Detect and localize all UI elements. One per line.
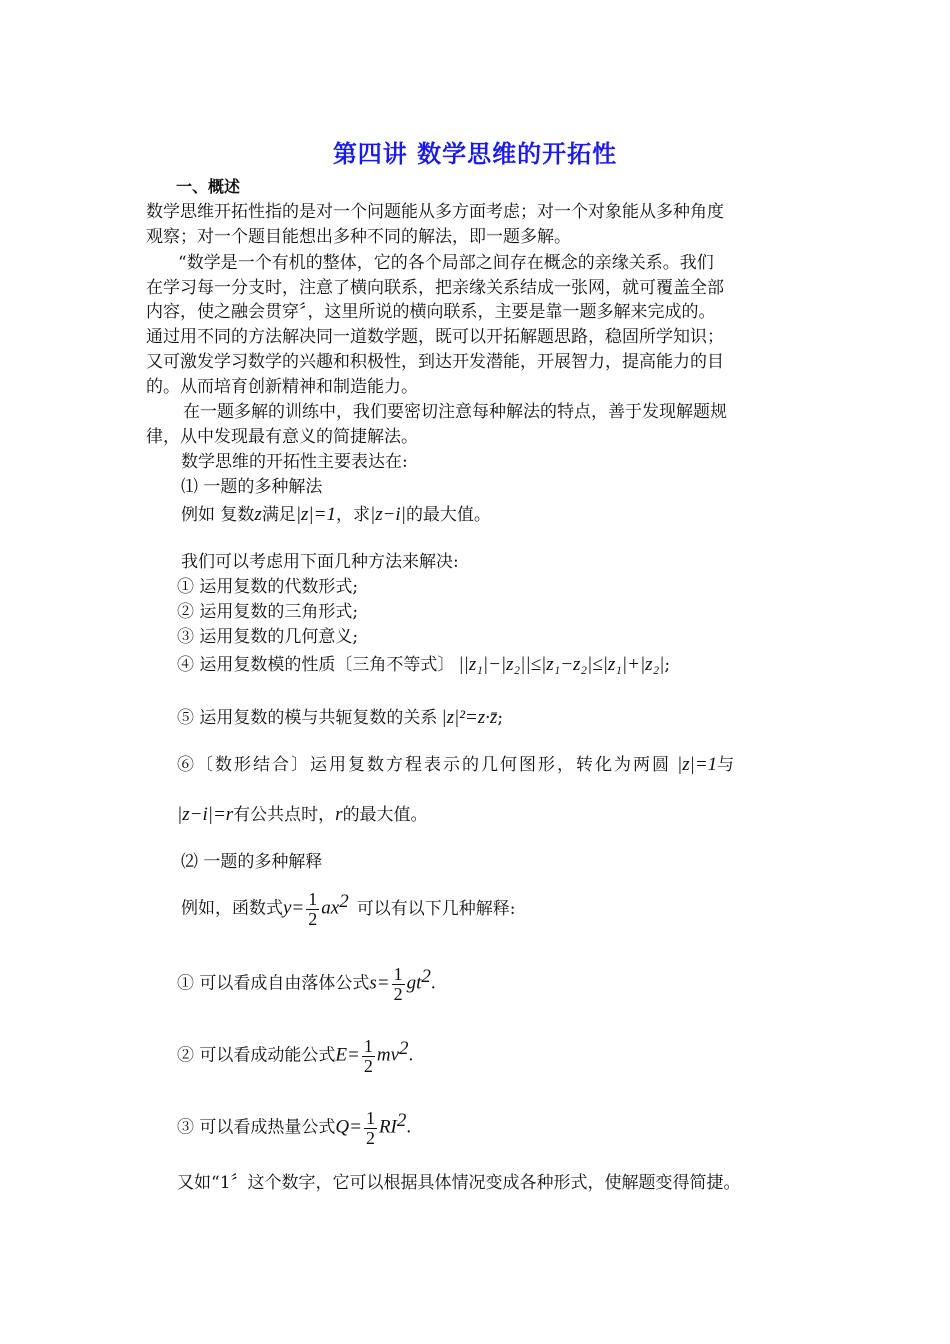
- denominator: 2: [393, 983, 403, 1004]
- closing-line: 又如“1〞这个数字，它可以根据具体情况变成各种形式，使解题变得简捷。: [177, 1173, 741, 1193]
- fraction: [364, 1109, 377, 1148]
- method-text: 与: [717, 755, 737, 775]
- section-heading-overview: 一、概述: [176, 177, 241, 196]
- method-text: ⑥〔数形结合〕运用复数方程表示的几何图形，转化为两圆: [177, 755, 671, 775]
- paragraph-line: 内容，使之融会贯穿〞，这里所说的横向联系，主要是靠一题多解来完成的。: [146, 302, 716, 322]
- example-prefix: 例如 复数: [181, 505, 255, 525]
- math-formula: ||z₁|−|z₂||≤|z₁−z₂|≤|z₁|+|z₂|: [458, 654, 665, 675]
- numerator: 1: [393, 963, 403, 984]
- paragraph-line: 数学思维的开拓性主要表达在:: [181, 452, 408, 472]
- interpretation-item: [177, 1027, 413, 1078]
- example-text: 可以有以下几种解释:: [356, 898, 516, 919]
- example-line: [181, 503, 491, 527]
- interpretation-text: ③ 可以看成热量公式: [177, 1117, 336, 1138]
- math-formula: |z−i|: [369, 504, 406, 525]
- method-item: [177, 753, 736, 777]
- methods-intro: 我们可以考虑用下面几种方法来解决:: [181, 552, 459, 572]
- method-item: [177, 706, 503, 730]
- method-item: [177, 653, 670, 677]
- method-text: 有公共点时，: [233, 805, 336, 825]
- method-text: ⑤ 运用复数的模与共轭复数的关系: [177, 708, 438, 728]
- numerator: 1: [365, 1107, 375, 1128]
- math-formula: |z|²=z·z̄: [441, 707, 498, 728]
- math-var: r: [335, 804, 343, 825]
- math-lhs: Q=: [335, 1116, 362, 1138]
- fraction: [392, 965, 405, 1004]
- example-line: [181, 880, 515, 931]
- interpretation-item: [177, 955, 436, 1006]
- denominator: 2: [365, 1127, 375, 1148]
- paragraph-line: 在学习每一分支时，注意了横向联系，把亲缘关系结成一张网，就可覆盖全部: [146, 278, 724, 298]
- interpretation-item: [177, 1099, 411, 1150]
- interpretation-text: ① 可以看成自由落体公式: [177, 973, 370, 994]
- paragraph-line: 又可激发学习数学的兴趣和积极性，到达开发潜能，开展智力，提高能力的目: [146, 352, 724, 372]
- paragraph-line: 数学思维开拓性指的是对一个问题能从多方面考虑；对一个对象能从多种角度: [146, 202, 724, 222]
- math-var: z: [254, 504, 262, 525]
- math-lhs: y=: [283, 897, 305, 919]
- math-formula: |z−i|=r: [177, 804, 234, 825]
- period: .: [430, 972, 436, 994]
- numerator: 1: [308, 888, 318, 909]
- paragraph-line: 观察；对一个题目能想出多种不同的解法，即一题多解。: [146, 227, 571, 247]
- math-lhs: s=: [369, 972, 390, 994]
- example-text: ，求: [335, 505, 370, 525]
- method-item: ① 运用复数的代数形式;: [177, 577, 359, 597]
- method-item: ② 运用复数的三角形式;: [177, 602, 359, 622]
- page-title: 第四讲 数学思维的开拓性: [332, 140, 618, 168]
- math-rhs: mv: [376, 1044, 399, 1066]
- period: .: [406, 1116, 412, 1138]
- math-formula: |z|=1: [295, 504, 336, 525]
- paragraph-line: 通过用不同的方法解决同一道数学题，既可以开拓解题思路，稳固所学知识；: [146, 327, 724, 347]
- denominator: 2: [363, 1055, 373, 1076]
- example-text: 满足: [261, 505, 296, 525]
- exponent: 2: [396, 1110, 407, 1131]
- exponent: 2: [399, 1038, 409, 1059]
- fraction: [306, 890, 319, 929]
- denominator: 2: [308, 908, 318, 929]
- method-text: ④ 运用复数模的性质〔三角不等式〕: [177, 655, 455, 675]
- math-lhs: E=: [335, 1044, 360, 1066]
- method-text: 的最大值。: [342, 805, 428, 825]
- part2-heading: ⑵ 一题的多种解释: [181, 852, 323, 872]
- method-item: ③ 运用复数的几何意义;: [177, 627, 359, 647]
- paragraph-line: “数学是一个有机的整体，它的各个局部之间存在概念的亲缘关系。我们: [178, 253, 714, 273]
- paragraph-line: 的。从而培育创新精神和制造能力。: [146, 377, 418, 397]
- interpretation-text: ② 可以看成动能公式: [177, 1045, 336, 1066]
- part1-heading: ⑴ 一题的多种解法: [181, 477, 323, 497]
- math-formula: |z|=1: [677, 754, 718, 775]
- math-rhs: RI: [378, 1116, 397, 1138]
- exponent: 2: [339, 891, 349, 912]
- fraction: [362, 1037, 375, 1076]
- numerator: 1: [363, 1035, 373, 1056]
- math-rhs: gt: [406, 972, 422, 994]
- math-rhs: ax: [321, 897, 340, 919]
- method-item-cont: [177, 803, 428, 827]
- paragraph-line: 律，从中发现最有意义的简捷解法。: [146, 427, 418, 447]
- method-end: ;: [664, 655, 671, 675]
- period: .: [408, 1044, 414, 1066]
- example-prefix: 例如，函数式: [181, 898, 283, 919]
- method-end: ;: [497, 708, 504, 728]
- exponent: 2: [421, 966, 431, 987]
- paragraph-line: 在一题多解的训练中，我们要密切注意每种解法的特点，善于发现解题规: [183, 402, 727, 422]
- example-text: 的最大值。: [405, 505, 491, 525]
